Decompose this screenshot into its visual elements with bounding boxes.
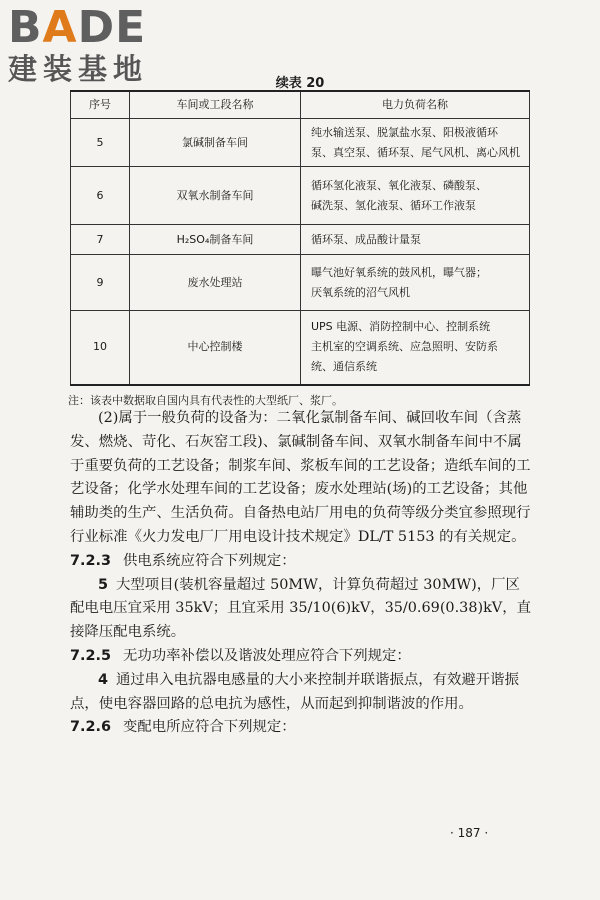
table-row bbox=[71, 225, 530, 255]
load-table bbox=[70, 90, 530, 386]
row-loads: 循环泵、成品酸计量泵 bbox=[301, 225, 530, 255]
row-loads: 曝气池好氧系统的鼓风机，曝气器； 厌氧系统的沼气风机 bbox=[301, 255, 530, 311]
table-row bbox=[71, 311, 530, 385]
table-title: 续表 20 bbox=[275, 76, 325, 91]
row-name: 双氧水制备车间 bbox=[130, 167, 301, 225]
header-no: 序号 bbox=[71, 91, 130, 119]
row-name: 废水处理站 bbox=[130, 255, 301, 311]
body-text bbox=[70, 407, 532, 740]
row-no: 7 bbox=[71, 225, 130, 255]
clause-7-2-6: 7.2.6 变配电所应符合下列规定： bbox=[70, 719, 296, 736]
row-name: 中心控制楼 bbox=[130, 311, 301, 385]
header-name: 车间或工段名称 bbox=[130, 91, 301, 119]
row-no: 9 bbox=[71, 255, 130, 311]
row-no: 6 bbox=[71, 167, 130, 225]
table-row bbox=[71, 119, 530, 167]
item-5: 5 大型项目(装机容量超过 50MW，计算负荷超过 30MW)，厂区配电电压宜采用 35kV；且宜采用 35/10(6)kV，35/0.69(0.38)kV，直接降压配电系统。 bbox=[70, 576, 531, 641]
logo-subtitle: 建装基地 bbox=[8, 52, 149, 86]
logo-wordmark: BADE bbox=[8, 2, 147, 53]
clause-7-2-5: 7.2.5 无功功率补偿以及谐波处理应符合下列规定： bbox=[70, 647, 411, 664]
clause-7-2-3: 7.2.3 供电系统应符合下列规定： bbox=[70, 552, 296, 569]
header-loads: 电力负荷名称 bbox=[301, 91, 530, 119]
paragraph-general-loads: (2)属于一般负荷的设备为：二氧化氯制备车间、碱回收车间（含蒸发、燃烧、苛化、石灰窑工段)、氯碱制备车间、双氧水制备车间中不属于重要负荷的工艺设备；制浆车间、浆板车间的工艺设备；造纸车间的工艺设备；化学水处理车间的工艺设备；废水处理站(场)的工艺设备；其他辅助类的生产、生活负荷。自备热电站厂用电的负荷等级分类宜参照现行行业标准《火力发电厂厂用电设计技术规定》DL/T 5153 的有关规定。 bbox=[70, 410, 531, 545]
row-name: H₂SO₄制备车间 bbox=[130, 225, 301, 255]
table-row bbox=[71, 255, 530, 311]
table-row bbox=[71, 167, 530, 225]
table-note: 注：该表中数据取自国内具有代表性的大型纸厂、浆厂。 bbox=[68, 394, 343, 407]
row-loads: 循环氢化液泵、氧化液泵、磷酸泵、 碱洗泵、氢化液泵、循环工作液泵 bbox=[301, 167, 530, 225]
page-number: · 187 · bbox=[450, 826, 489, 840]
row-name: 氯碱制备车间 bbox=[130, 119, 301, 167]
row-loads: 纯水输送泵、脱氯盐水泵、阳极液循环 泵、真空泵、循环泵、尾气风机、离心风机 bbox=[301, 119, 530, 167]
item-4: 4 通过串入电抗器电感量的大小来控制并联谐振点，有效避开谐振点，使电容器回路的总电抗为感性，从而起到抑制谐波的作用。 bbox=[70, 671, 519, 712]
row-no: 10 bbox=[71, 311, 130, 385]
row-no: 5 bbox=[71, 119, 130, 167]
table-header-row bbox=[71, 91, 530, 119]
row-loads: UPS 电源、消防控制中心、控制系统 主机室的空调系统、应急照明、安防系 统、通信系统 bbox=[301, 311, 530, 385]
